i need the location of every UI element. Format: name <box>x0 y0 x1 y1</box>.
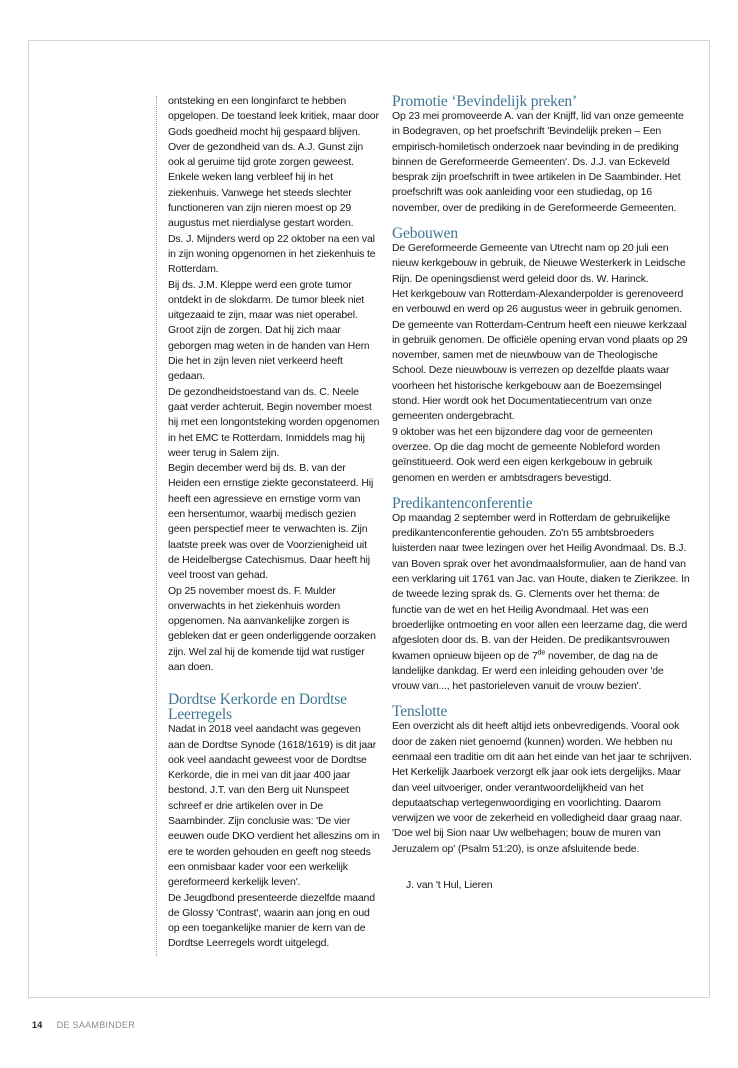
page-number: 14 <box>32 1020 43 1030</box>
paragraph: Ds. J. Mijnders werd op 22 oktober na een val in zijn woning opgenomen in het ziekenhuis te Rotterdam. <box>168 232 376 276</box>
paragraph <box>392 511 692 695</box>
ordinal-suffix: de <box>537 649 546 656</box>
paragraph: De gezondheidstoestand van ds. C. Neele gaat verder achteruit. Begin november moest hij met een longontsteking worden opgenomen in het EMC te Rotterdam. Inmiddels mag hij weer terug in Salem zijn. <box>168 385 380 459</box>
section-heading-promotie: Promotie ‘Bevindelijk preken’ <box>392 93 578 110</box>
page-footer <box>32 1020 135 1030</box>
paragraph: Over de gezondheid van ds. A.J. Gunst zijn ook al geruime tijd grote zorgen geweest. Enkele weken lang verbleef hij in het ziekenhuis. Vanwege het steeds slechter functioneren van zijn nieren moest op 29 augustus met nierdialyse gestart worden. <box>168 140 364 230</box>
paragraph: De Gereformeerde Gemeente van Utrecht nam op 20 juli een nieuw kerkgebouw in gebruik, de Nieuwe Westerkerk in Leidsche Rijn. De openingsdienst werd geleid door ds. W. Harinck. <box>392 242 686 285</box>
paragraph: Het kerkgebouw van Rotterdam-Alexanderpolder is gerenoveerd en verbouwd en werd op 26 augustus weer in gebruik genomen. <box>392 287 684 316</box>
paragraph: ontsteking en een longinfarct te hebben opgelopen. De toestand leek kritiek, maar door Gods goedheid mocht hij gespaard blijven. <box>168 95 379 138</box>
paragraph: 'Doe wel bij Sion naar Uw welbehagen; bouw de muren van Jeruzalem op' (Psalm 51:20), is onze afsluitende bede. <box>392 827 661 855</box>
paragraph: Begin december werd bij ds. B. van der Heiden een ernstige ziekte geconstateerd. Hij heeft een agressieve en ernstige vorm van een hersentumor, waarbij medisch gezien geen perspectief meer te verwachten is. Zijn laatste preek was over de Voorzienigheid uit de Heidelbergse Catechismus. Daar heeft hij veel troost van gehad. <box>168 462 374 582</box>
paragraph: De gemeente van Rotterdam-Centrum heeft een nieuwe kerkzaal in gebruik genomen. De officiële opening ervan vond plaats op 29 november, samen met de nieuwbouw van de Theologische School. Deze nieuwbouw is verrezen op dezelfde plaats waar voorheen het historische kerkgebouw aan de Boezemsingel stond. Hier wordt ook het Documentatiecentrum van onze gemeenten ondergebracht. <box>392 318 688 423</box>
paragraph-text: november, de dag na de landelijke dankdag. Er werd een inleiding gehouden over 'de vrouw van..., het pastorieleven vanuit de vrouw bezien'. <box>392 649 664 693</box>
paragraph-text: Op maandag 2 september werd in Rotterdam de gebruikelijke predikantenconferentie gehouden. Zo'n 55 ambtsbroeders luisterden naar twee lezingen over het Heilig Avondmaal. Ds. B.J. van Boven sprak over het avondmaalsformulier, aan de hand van een verklaring uit 1761 van Jac. van Houte, diaken te Zierikzee. In de tweede lezing sprak ds. G. Clements over het thema: de functie van de wet en het Heilig Avondmaal. Het was een broederlijke ontmoeting en voor allen een leerzame dag, die werd afgesloten door ds. B. van der Heiden. De predikantsvrouwen kwamen opnieuw bijeen op de 7 <box>392 511 690 662</box>
paragraph: Op 25 november moest ds. F. Mulder onverwachts in het ziekenhuis worden opgenomen. Na aanvankelijke zorgen is gebleken dat er geen onderliggende oorzaken zijn. Wel zal hij de komende tijd wat rustiger aan doen. <box>168 584 376 673</box>
paragraph: Een overzicht als dit heeft altijd iets onbevredigends. Vooral ook door de zaken niet genoemd (kunnen) worden. We hebben nu eenmaal een traditie om dit aan het einde van het jaar te schrijven. Het Kerkelijk Jaarboek verzorgt elk jaar ook iets dergelijks. Maar dan veel uitvoeriger, onder verantwoordelijkheid van het deputaatschap vertegenwoordiging en voorlichting. Daarom verwijzen we voor de zekerheid en volledigheid daar graag naar. <box>392 720 692 825</box>
section-heading-dordtse-kerkorde: Dordtse Kerkorde en Dordtse Leerregels <box>168 691 347 724</box>
publication-name: DE SAAMBINDER <box>56 1020 136 1030</box>
section-heading-tenslotte: Tenslotte <box>392 703 448 721</box>
section-heading-predikantenconferentie: Predikantenconferentie <box>392 494 533 512</box>
paragraph: Nadat in 2018 veel aandacht was gegeven aan de Dordtse Synode (1618/1619) is dit jaar ook veel aandacht geweest voor de Dordtse Kerkorde, die in mei van dit jaar 400 jaar bestond. J.T. van den Berg uit Nunspeet schreef er drie artikelen over in De Saambinder. Zijn conclusie was: 'De vier eeuwen oude DKO verdient het alleszins om in ere te worden gehouden en geeft nog steeds een onmisbaar kader voor een werkelijk gereformeerd kerkelijk leven'. <box>168 723 380 889</box>
paragraph: 9 oktober was het een bijzondere dag voor de gemeenten overzee. Op die dag mocht de gemeente Nobleford worden geïnstitueerd. Ook werd een eigen kerkgebouw in gebruik genomen en werden er ambtsdragers bevestigd. <box>392 425 660 484</box>
column-rule <box>156 96 157 956</box>
right-column <box>392 94 692 893</box>
section-heading-gebouwen: Gebouwen <box>392 225 458 243</box>
paragraph: Bij ds. J.M. Kleppe werd een grote tumor ontdekt in de slokdarm. De tumor bleek niet uitgezaaid te zijn, maar was niet operabel. Groot zijn de zorgen. Dat hij zich maar geborgen mag weten in de handen van Hem Die het in zijn leven niet verkeerd heeft gedaan. <box>168 278 370 383</box>
paragraph: Op 23 mei promoveerde A. van der Knijff, lid van onze gemeente in Bodegraven, op het proefschrift 'Bevindelijk preken – Een empirisch-homiletisch onderzoek naar bevinding in de prediking binnen de Gereformeerde Gemeenten'. Ds. J.J. van Eckeveld besprak zijn proefschrift in twee artikelen in De Saambinder. Het proefschrift was ook aanleiding voor een studiedag, op 16 november, over de prediking in de Gereformeerde Gemeenten. <box>392 110 684 214</box>
author-signature: J. van 't Hul, Lieren <box>406 879 493 892</box>
paragraph: De Jeugdbond presenteerde diezelfde maand de Glossy 'Contrast', waarin aan jong en oud op een toegankelijke manier de kern van de Dordtse Leerregels wordt uitgelegd. <box>168 891 375 950</box>
left-column <box>168 94 380 952</box>
